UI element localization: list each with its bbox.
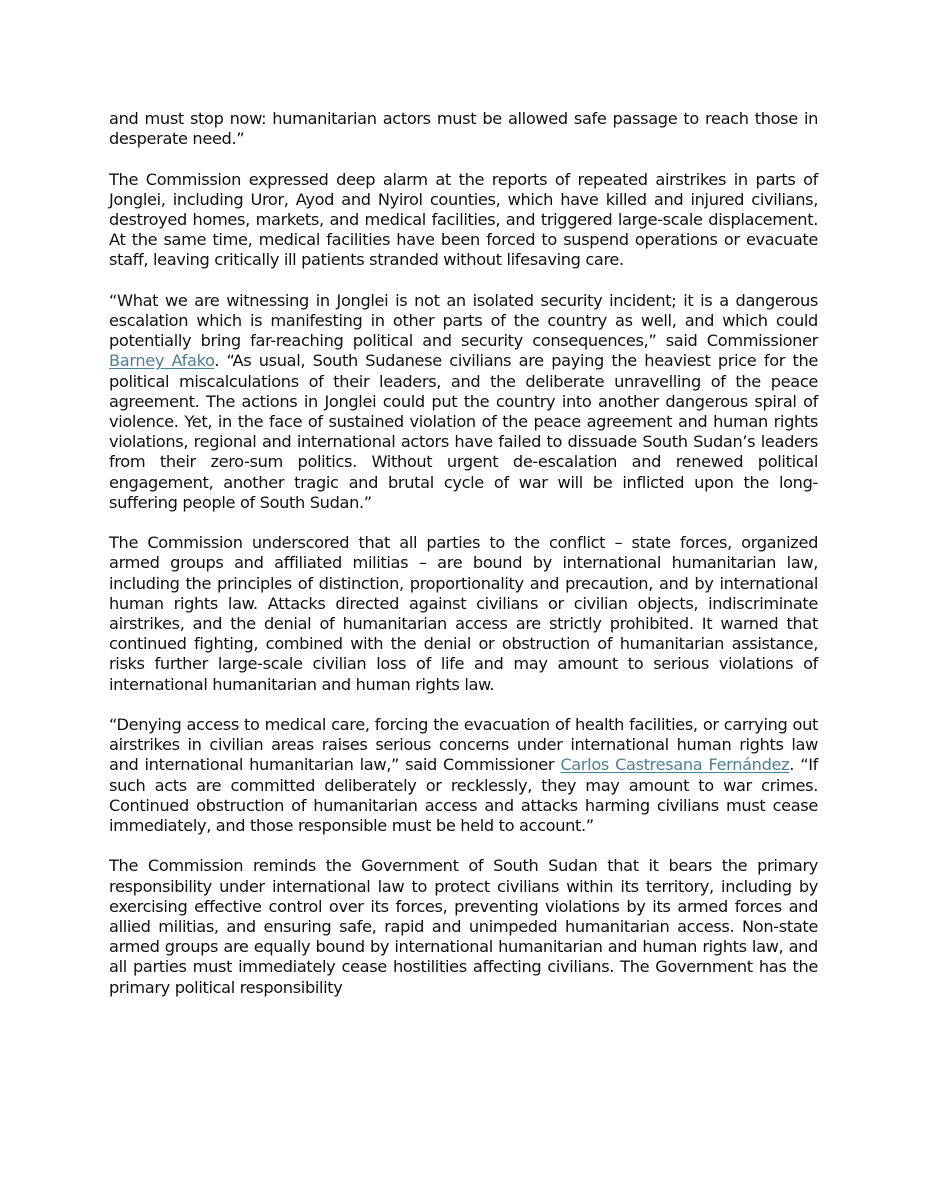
paragraph-text: “What we are witnessing in Jonglei is not an isolated security incident; it is a dangerous escalation which is manifesting in other parts of the country as well, and which could potentially bring far-reaching political and security consequences,” said Commissioner <box>109 290 818 351</box>
barney-afako-link[interactable]: Barney Afako <box>109 351 215 371</box>
paragraph-text: The Commission underscored that all parties to the conflict – state forces, organized armed groups and affiliated militias – are bound by international humanitarian law, including the principles of distinction, proportionality and precaution, and by international human rights law. Attacks directed against civilians or civilian objects, indiscriminate airstrikes, and the denial of humanitarian access are strictly prohibited. It warned that continued fighting, combined with the denial or obstruction of humanitarian assistance, risks further large-scale civilian loss of life and may amount to serious violations of international humanitarian and human rights law. <box>109 533 818 694</box>
paragraph-3 <box>109 291 818 513</box>
carlos-castresana-fernandez-link[interactable]: Carlos Castresana Fernández <box>560 755 790 775</box>
paragraph-text: and must stop now: humanitarian actors must be allowed safe passage to reach those in desperate need.” <box>109 109 818 149</box>
paragraph-text: “Denying access to medical care, forcing the evacuation of health facilities, or carrying out airstrikes in civilian areas raises serious concerns under international human rights law and international humanitarian law,” said Commissioner <box>109 715 818 775</box>
document-page <box>109 109 818 1018</box>
paragraph-4 <box>109 533 818 695</box>
paragraph-text: The Commission expressed deep alarm at the reports of repeated airstrikes in parts of Jonglei, including Uror, Ayod and Nyirol counties, which have killed and injured civilians, destroyed homes, markets, and medical facilities, and triggered large-scale displacement. At the same time, medical facilities have been forced to suspend operations or evacuate staff, leaving critically ill patients stranded without lifesaving care. <box>109 169 818 270</box>
paragraph-5 <box>109 715 818 836</box>
paragraph-text: The Commission reminds the Government of South Sudan that it bears the primary responsibility under international law to protect civilians within its territory, including by exercising effective control over its forces, preventing violations by its armed forces and allied militias, and ensuring safe, rapid and unimpeded humanitarian access. Non-state armed groups are equally bound by international humanitarian and human rights law, and all parties must immediately cease hostilities affecting civilians. The Government has the primary political responsibility <box>109 856 818 997</box>
paragraph-text: . “If such acts are committed deliberately or recklessly, they may amount to war crimes. Continued obstruction of humanitarian access and attacks harming civilians must cease immediately, and those responsible must be held to account.” <box>109 755 819 836</box>
paragraph-6 <box>109 856 818 997</box>
paragraph-1 <box>109 109 818 149</box>
paragraph-text: . “As usual, South Sudanese civilians are paying the heaviest price for the political miscalculations of their leaders, and the deliberate unravelling of the peace agreement. The actions in Jonglei could put the country into another dangerous spiral of violence. Yet, in the face of sustained violation of the peace agreement and human rights violations, regional and international actors have failed to dissuade South Sudan’s leaders from their zero-sum politics. Without urgent de-escalation and renewed political engagement, another tragic and brutal cycle of war will be inflicted upon the long-suffering people of South Sudan.” <box>109 351 819 512</box>
paragraph-2 <box>109 170 818 271</box>
